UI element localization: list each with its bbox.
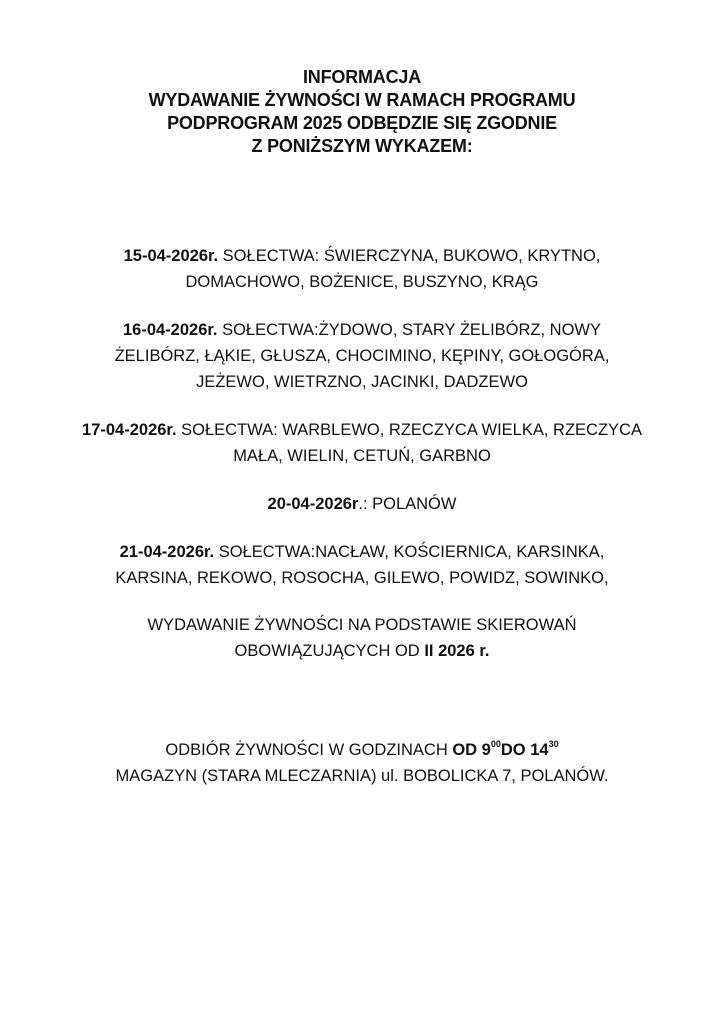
schedule-date: 21-04-2026r. [119, 543, 215, 561]
schedule-date: 17-04-2026r. [82, 421, 177, 439]
schedule-line [40, 539, 684, 565]
referral-line-1: WYDAWANIE ŻYWNOŚCI NA PODSTAWIE SKIEROWAŃ [147, 616, 577, 634]
pickup-from-hour: OD 9 [452, 741, 491, 759]
schedule-line [40, 417, 684, 443]
schedule-villages: SOŁECTWA: WARBLEWO, RZECZYCA WIELKA, RZECZYCA [176, 421, 642, 439]
title-line-1: INFORMACJA [303, 67, 421, 87]
title-line-4: Z PONIŻSZYM WYKAZEM: [251, 136, 473, 156]
schedule-line [40, 243, 684, 269]
schedule-entry-15-04 [40, 243, 684, 295]
schedule-entry-17-04 [40, 417, 684, 469]
schedule-villages-cont: JEŻEWO, WIETRZNO, JACINKI, DADZEWO [196, 373, 528, 391]
schedule-line [40, 317, 684, 343]
pickup-from-minutes: 00 [490, 738, 501, 749]
schedule-date: 16-04-2026r. [122, 321, 218, 339]
schedule-entry-21-04 [40, 539, 684, 591]
pickup-hours [40, 737, 684, 763]
title-line-3: PODPROGRAM 2025 ODBĘDZIE SIĘ ZGODNIE [167, 113, 557, 133]
schedule-villages: SOŁECTWA: ŚWIERCZYNA, BUKOWO, KRYTNO, [218, 247, 601, 265]
schedule-entry-20-04 [40, 491, 684, 517]
pickup-prefix: ODBIÓR ŻYWNOŚCI W GODZINACH [165, 741, 453, 759]
schedule-villages-cont: DOMACHOWO, BOŻENICE, BUSZYNO, KRĄG [185, 273, 539, 291]
schedule-villages: .: POLANÓW [358, 495, 457, 513]
pickup-to-hour: DO 14 [500, 741, 549, 759]
schedule-villages-cont: MAŁA, WIELIN, CETUŃ, GARBNO [233, 447, 491, 465]
title-line-2: WYDAWANIE ŻYWNOŚCI W RAMACH PROGRAMU [148, 90, 576, 110]
schedule-line [40, 491, 684, 517]
referral-prefix: OBOWIĄZUJĄCYCH OD [234, 642, 425, 660]
document-title [0, 66, 724, 158]
referral-note [40, 612, 684, 664]
schedule-villages: SOŁECTWA:NACŁAW, KOŚCIERNICA, KARSINKA, [214, 543, 605, 561]
schedule-villages-cont: KARSINA, REKOWO, ROSOCHA, GILEWO, POWIDZ, SOWINKO, [115, 569, 609, 587]
schedule-date: 20-04-2026r [267, 495, 359, 513]
referral-line-2 [40, 638, 684, 664]
pickup-address: MAGAZYN (STARA MLECZARNIA) ul. BOBOLICKA 7, POLANÓW. [115, 767, 609, 785]
pickup-from [452, 738, 559, 759]
referral-date: II 2026 r. [424, 642, 490, 660]
schedule-date: 15-04-2026r. [123, 247, 219, 265]
schedule-villages-cont: ŻELIBÓRZ, ŁĄKIE, GŁUSZA, CHOCIMINO, KĘPINY, GOŁOGÓRA, [114, 347, 610, 365]
pickup-info [40, 737, 684, 789]
schedule-villages: SOŁECTWA:ŻYDOWO, STARY ŻELIBÓRZ, NOWY [217, 321, 601, 339]
pickup-to-minutes: 30 [548, 738, 559, 749]
schedule-entry-16-04 [40, 317, 684, 395]
